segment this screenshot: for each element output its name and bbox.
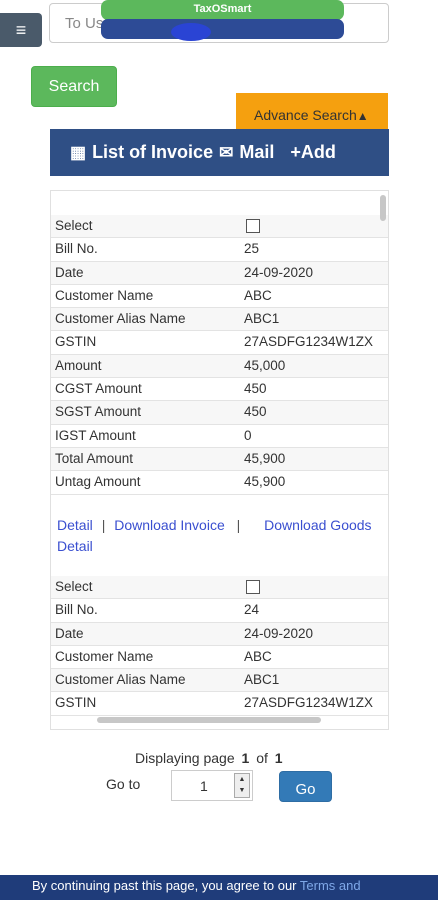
select-checkbox[interactable] [246,580,260,594]
overlay-bar [101,19,344,39]
link-separator: | [101,517,106,533]
goto-label: Go to [106,776,141,792]
invoice-row [51,285,388,308]
page-current: 1 [241,750,250,766]
invoice-row [51,448,388,471]
invoice-field-value: 45,000 [244,357,286,373]
invoice-field-value: 24-09-2020 [244,625,314,641]
invoice-row [51,623,388,646]
vertical-scrollbar[interactable] [380,195,386,221]
list-header [50,129,389,176]
invoice-row [51,425,388,448]
invoice-field-value [240,576,388,598]
invoice-card [51,576,388,716]
invoice-field-value: ABC1 [244,672,280,688]
advance-search-button[interactable] [236,93,388,129]
invoice-row [51,215,388,238]
invoice-field-label: IGST Amount [55,427,136,443]
invoice-row [51,576,388,599]
footer-text: By continuing past this page, you agree to our [32,878,300,893]
mail-link[interactable]: Mail [239,142,275,162]
invoice-field-label: SGST Amount [55,404,142,420]
invoice-field-label: Untag Amount [55,474,141,490]
horizontal-scrollbar[interactable] [97,717,321,723]
invoice-row [51,331,388,354]
select-checkbox[interactable] [246,219,260,233]
invoice-panel [50,190,389,730]
invoice-field-value: 45,900 [244,474,286,490]
page-of: of [256,750,268,766]
invoice-row [51,471,388,494]
link-separator: | [236,517,241,533]
invoice-row [51,692,388,715]
invoice-field-value: 450 [244,404,267,420]
invoice-field-label: GSTIN [55,695,97,711]
invoice-row [51,355,388,378]
invoice-row [51,669,388,692]
invoice-field-value [240,215,388,237]
invoice-field-value: ABC [244,287,272,303]
invoice-field-value: 24 [244,602,260,618]
invoice-field-value: ABC1 [244,311,280,327]
invoice-field-label: Select [55,579,93,594]
table-icon: ▦ [70,142,87,162]
page-info-prefix: Displaying page [135,750,235,766]
invoice-row [51,238,388,261]
app-title-banner: TaxOSmart [101,0,344,20]
download-invoice-link[interactable]: Download Invoice [114,517,225,533]
invoice-field-label: Bill No. [55,602,98,618]
invoice-field-value: 45,900 [244,450,286,466]
envelope-icon[interactable]: ✉ [219,142,234,162]
invoice-field-value: 27ASDFG1234W1ZX [244,695,374,711]
overlay-blob [171,23,211,41]
invoice-field-label: Bill No. [55,241,98,257]
page-info [135,750,286,766]
detail-link[interactable]: Detail [57,517,93,533]
invoice-field-value: 0 [244,427,252,443]
invoice-field-value: 450 [244,381,267,397]
invoice-field-label: Total Amount [55,450,134,466]
invoice-field-label: Date [55,625,84,641]
invoice-row [51,308,388,331]
invoice-field-value: 24-09-2020 [244,264,314,280]
goto-page-stepper[interactable] [171,770,253,801]
terms-link[interactable]: Terms and [299,878,361,893]
spinner-arrows-icon[interactable]: ▲ ▼ [234,773,250,798]
invoice-field-label: Date [55,264,84,280]
invoice-field-label: CGST Amount [55,381,142,397]
invoice-field-value: ABC [244,648,272,664]
invoice-field-label: Customer Alias Name [55,672,186,688]
invoice-links [51,511,388,563]
invoice-field-label: Customer Alias Name [55,311,186,327]
menu-button[interactable] [0,13,42,47]
invoice-field-label: GSTIN [55,334,97,350]
list-title: List of Invoice [92,142,214,162]
invoice-row [51,599,388,622]
hamburger-icon: ≡ [15,20,27,40]
go-button[interactable]: Go [279,771,332,802]
triangle-up-icon: ▲ [356,109,369,123]
goto-page-value[interactable]: 1 [200,778,208,794]
invoice-field-label: Customer Name [55,648,154,664]
invoice-row [51,378,388,401]
search-button[interactable]: Search [31,66,117,107]
page-total: 1 [274,750,283,766]
invoice-field-label: Amount [55,357,102,373]
cookie-footer [0,875,438,900]
invoice-row [51,401,388,424]
invoice-card [51,215,388,495]
invoice-field-label: Customer Name [55,287,154,303]
download-goods-detail-link[interactable]: Download Goods Detail [57,517,372,554]
advance-search-label: Advance Search [254,107,357,123]
invoice-row [51,646,388,669]
invoice-field-label: Select [55,218,93,233]
add-link[interactable]: +Add [290,142,336,162]
invoice-row [51,262,388,285]
invoice-field-value: 25 [244,241,260,257]
invoice-field-value: 27ASDFG1234W1ZX [244,334,374,350]
